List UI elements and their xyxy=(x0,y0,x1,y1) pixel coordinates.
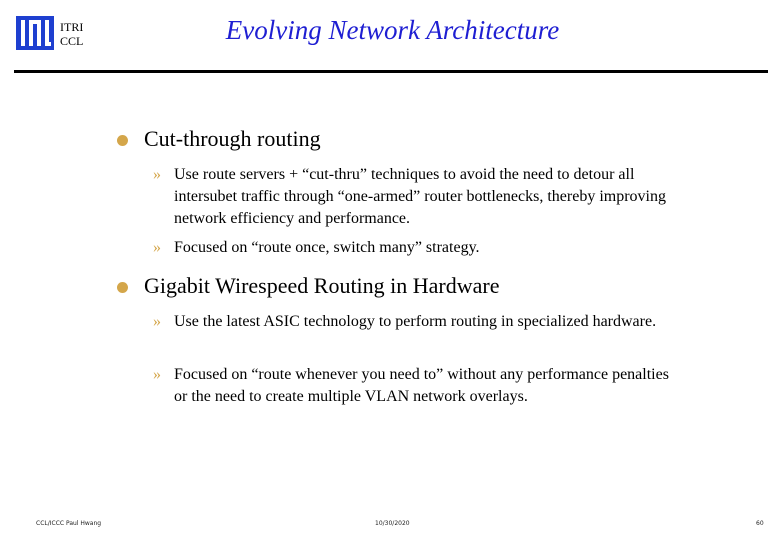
bullet-dot-2 xyxy=(117,282,128,293)
bullet-dot-1 xyxy=(117,135,128,146)
sub-text-1-2: Focused on “route once, switch many” strategy. xyxy=(174,239,480,256)
sub-marker-1-2: » xyxy=(153,239,161,256)
org-line1: ITRI xyxy=(60,20,84,34)
sub-marker-2-1: » xyxy=(153,313,161,330)
bullet-text-2: Gigabit Wirespeed Routing in Hardware xyxy=(144,273,500,298)
slide-title: Evolving Network Architecture xyxy=(225,15,560,45)
bullet-text-1: Cut-through routing xyxy=(144,126,321,151)
sub-marker-2-2: » xyxy=(153,366,161,383)
sub-text-1-1: Use route servers + “cut-thru” techniques to avoid the need to detour all intersubet traffic through “one-armed” router bottlenecks, thereby improving network efficiency and performance. xyxy=(174,166,666,227)
footer-page-number: 60 xyxy=(756,520,764,527)
org-line2: CCL xyxy=(60,34,84,48)
footer-left: CCL/ICCC Paul Hwang xyxy=(36,520,102,527)
sub-text-2-1: Use the latest ASIC technology to perform routing in specialized hardware. xyxy=(174,313,657,330)
org-label xyxy=(60,20,83,48)
sub-marker-1-1: » xyxy=(153,166,161,183)
itri-logo xyxy=(16,16,54,50)
sub-text-2-2: Focused on “route whenever you need to” without any performance penalties or the need to create multiple VLAN network overlays. xyxy=(174,366,669,405)
footer-date: 10/30/2020 xyxy=(375,520,410,527)
header-rule xyxy=(14,70,768,73)
